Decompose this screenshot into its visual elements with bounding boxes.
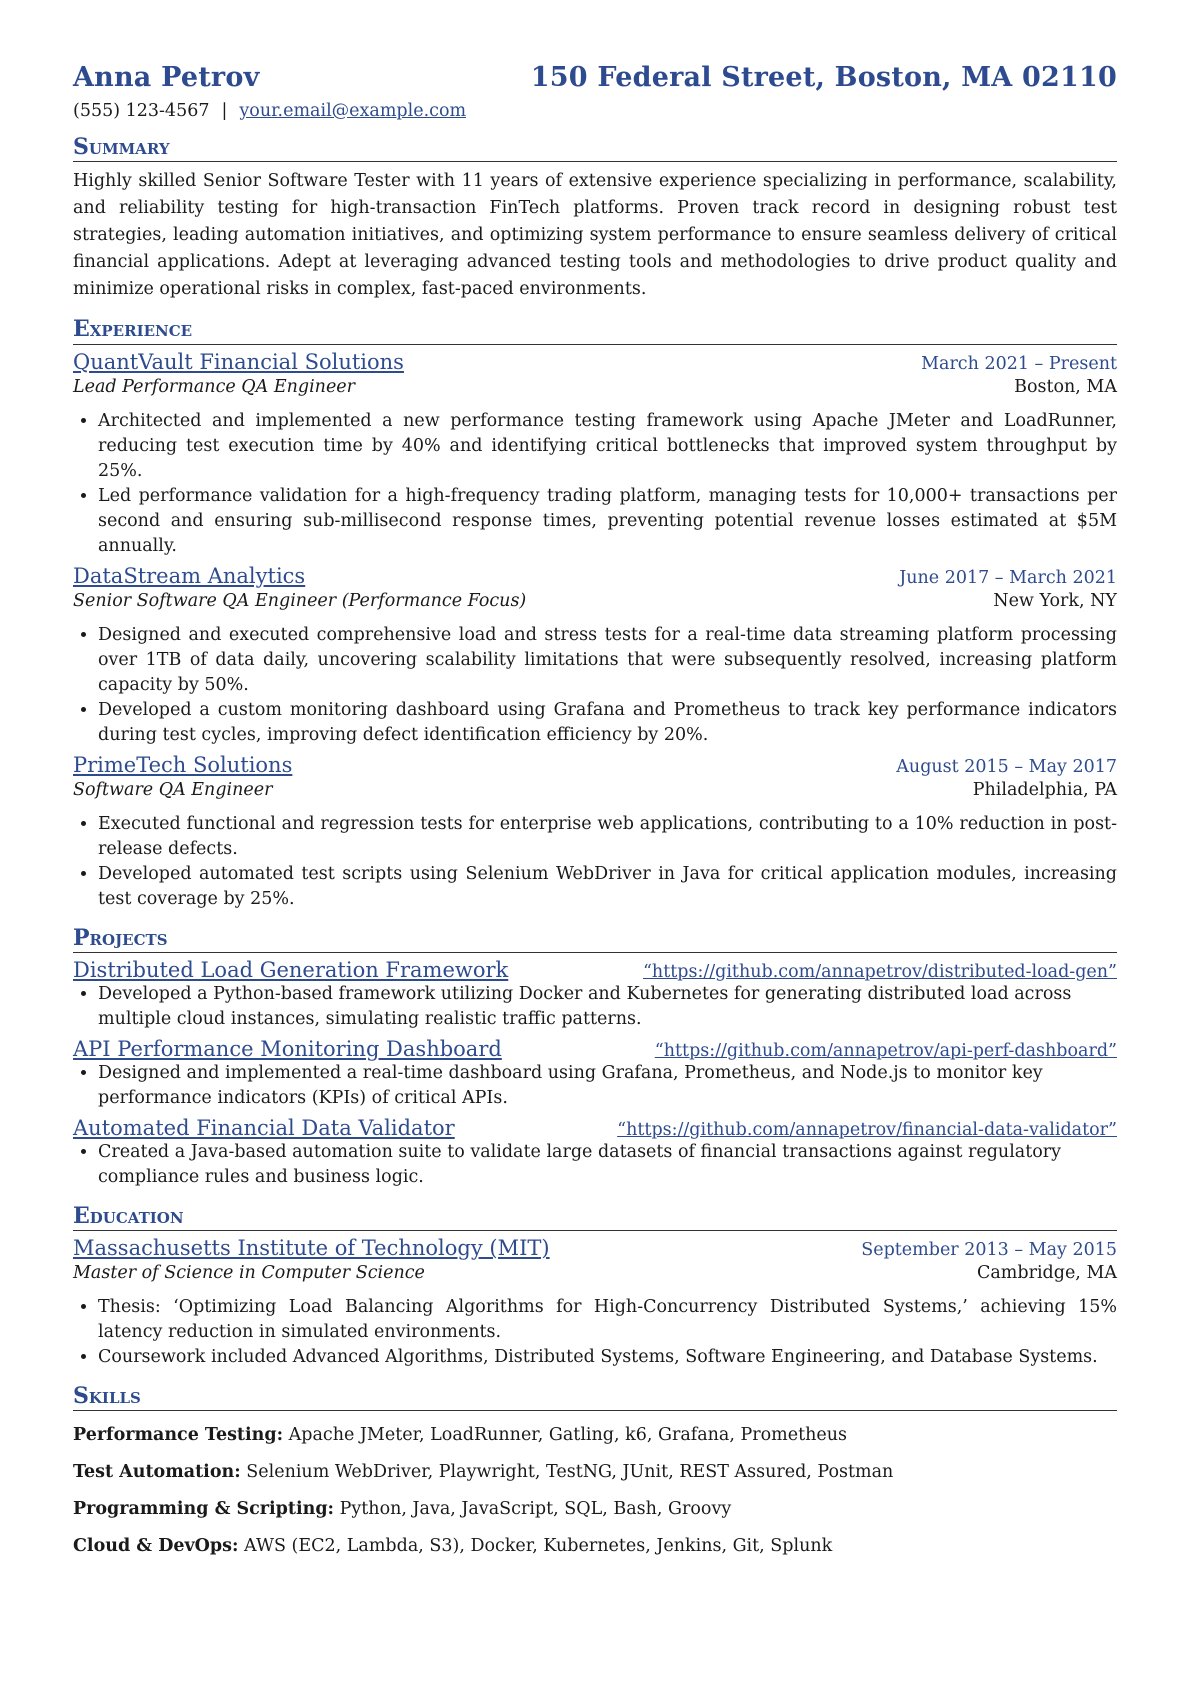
project-entry: [73, 1116, 1117, 1190]
job-location: Boston, MA: [1014, 376, 1117, 397]
education-bullet: • Thesis: ‘Optimizing Load Balancing Algorithms for High-Concurrency Distributed Systems,’ achieving 15% latency reduction in simulated environments.: [98, 1295, 1117, 1345]
skill-items: Python, Java, JavaScript, SQL, Bash, Groovy: [339, 1499, 732, 1520]
job-location: Philadelphia, PA: [972, 779, 1117, 800]
skill-row: [73, 1534, 1117, 1559]
experience-entry: [73, 753, 1117, 912]
experience-entry: [73, 564, 1117, 748]
candidate-address: 150 Federal Street, Boston, MA 02110: [530, 62, 1117, 93]
project-bullet: • Created a Java-based automation suite to validate large datasets of financial transactions against regulatory compliance rules and business logic.: [98, 1140, 1117, 1190]
project-entry: [73, 958, 1117, 1032]
job-location: New York, NY: [993, 590, 1117, 611]
school-link[interactable]: Massachusetts Institute of Technology (MIT): [73, 1236, 550, 1261]
summary-text: Highly skilled Senior Software Tester with 11 years of extensive experience specializing in performance, scalability, and reliability testing for high-transaction FinTech platforms. Proven track record in designing robust test strategies, leading automation initiatives, and optimizing system performance to ensure seamless delivery of critical financial applications. Adept at leveraging advanced testing tools and methodologies to drive product quality and minimize operational risks in complex, fast-paced environments.: [73, 171, 1117, 300]
skill-row: [73, 1460, 1117, 1485]
project-url-link[interactable]: “https://github.com/annapetrov/api-perf-dashboard”: [654, 1040, 1117, 1061]
section-title-experience: Experience: [73, 317, 1117, 344]
company-link[interactable]: PrimeTech Solutions: [73, 752, 293, 777]
contact-line: [73, 101, 1117, 121]
project-bullet: • Developed a Python-based framework utilizing Docker and Kubernetes for generating distributed load across multiple cloud instances, simulating realistic traffic patterns.: [98, 982, 1117, 1032]
job-bullets: [73, 623, 1117, 748]
job-bullet: • Designed and executed comprehensive load and stress tests for a real-time data streaming platform processing over 1TB of data daily, uncovering scalability limitations that were subsequently resolved, increasing platform capacity by 50%.: [98, 623, 1117, 698]
degree: Master of Science in Computer Science: [73, 1263, 425, 1284]
job-bullet: • Developed a custom monitoring dashboard using Grafana and Prometheus to track key performance indicators during test cycles, improving defect identification efficiency by 20%.: [98, 698, 1117, 748]
job-bullets: [73, 812, 1117, 912]
company-link[interactable]: DataStream Analytics: [73, 563, 306, 588]
skill-items: Apache JMeter, LoadRunner, Gatling, k6, Grafana, Prometheus: [288, 1425, 848, 1446]
job-dates: March 2021 – Present: [921, 353, 1117, 374]
company-link[interactable]: QuantVault Financial Solutions: [73, 349, 404, 374]
job-bullet: • Developed automated test scripts using Selenium WebDriver in Java for critical application modules, increasing test coverage by 25%.: [98, 862, 1117, 912]
skill-category: Performance Testing:: [73, 1425, 284, 1446]
skill-category: Test Automation:: [73, 1462, 241, 1483]
education-dates: September 2013 – May 2015: [861, 1240, 1117, 1261]
skill-items: AWS (EC2, Lambda, S3), Docker, Kubernetes, Jenkins, Git, Splunk: [244, 1536, 833, 1557]
job-title: Software QA Engineer: [73, 779, 273, 800]
project-name-link[interactable]: Distributed Load Generation Framework: [73, 957, 509, 982]
project-url-link[interactable]: “https://github.com/annapetrov/distributed-load-gen”: [642, 961, 1117, 982]
skill-row: [73, 1497, 1117, 1522]
contact-separator: |: [221, 101, 228, 121]
project-bullet: • Designed and implemented a real-time dashboard using Grafana, Prometheus, and Node.js to monitor key performance indicators (KPIs) of critical APIs.: [98, 1061, 1117, 1111]
resume-header: [73, 62, 1117, 93]
phone-number: (555) 123-4567: [73, 101, 210, 121]
education-entry: [73, 1236, 1117, 1370]
skill-category: Cloud & DevOps:: [73, 1536, 239, 1557]
education-location: Cambridge, MA: [976, 1263, 1117, 1284]
skill-items: Selenium WebDriver, Playwright, TestNG, JUnit, REST Assured, Postman: [246, 1462, 894, 1483]
job-bullet: • Architected and implemented a new performance testing framework using Apache JMeter and LoadRunner, reducing test execution time by 40% and identifying critical bottlenecks that improved system throughput by 25%.: [98, 409, 1117, 484]
education-bullets: [73, 1295, 1117, 1370]
education-bullet: • Coursework included Advanced Algorithms, Distributed Systems, Software Engineering, and Database Systems.: [98, 1345, 1117, 1370]
project-url-link[interactable]: “https://github.com/annapetrov/financial-data-validator”: [617, 1119, 1117, 1140]
job-dates: June 2017 – March 2021: [899, 567, 1117, 588]
job-title: Lead Performance QA Engineer: [73, 376, 356, 397]
skill-category: Programming & Scripting:: [73, 1499, 335, 1520]
email-link[interactable]: your.email@example.com: [239, 101, 467, 121]
section-title-education: Education: [73, 1204, 1117, 1231]
experience-entry: [73, 350, 1117, 559]
job-bullet: • Executed functional and regression tests for enterprise web applications, contributing to a 10% reduction in post-release defects.: [98, 812, 1117, 862]
skill-row: [73, 1423, 1117, 1448]
job-title: Senior Software QA Engineer (Performance Focus): [73, 590, 527, 611]
project-entry: [73, 1037, 1117, 1111]
job-dates: August 2015 – May 2017: [896, 756, 1117, 777]
section-title-projects: Projects: [73, 926, 1117, 953]
section-title-skills: Skills: [73, 1384, 1117, 1411]
candidate-name: Anna Petrov: [73, 62, 260, 93]
project-name-link[interactable]: Automated Financial Data Validator: [73, 1115, 455, 1140]
section-title-summary: Summary: [73, 135, 1117, 162]
job-bullet: • Led performance validation for a high-frequency trading platform, managing tests for 10,000+ transactions per second and ensuring sub-millisecond response times, preventing potential revenue losses estimated at $5M annually.: [98, 484, 1117, 559]
job-bullets: [73, 409, 1117, 559]
project-name-link[interactable]: API Performance Monitoring Dashboard: [73, 1036, 502, 1061]
